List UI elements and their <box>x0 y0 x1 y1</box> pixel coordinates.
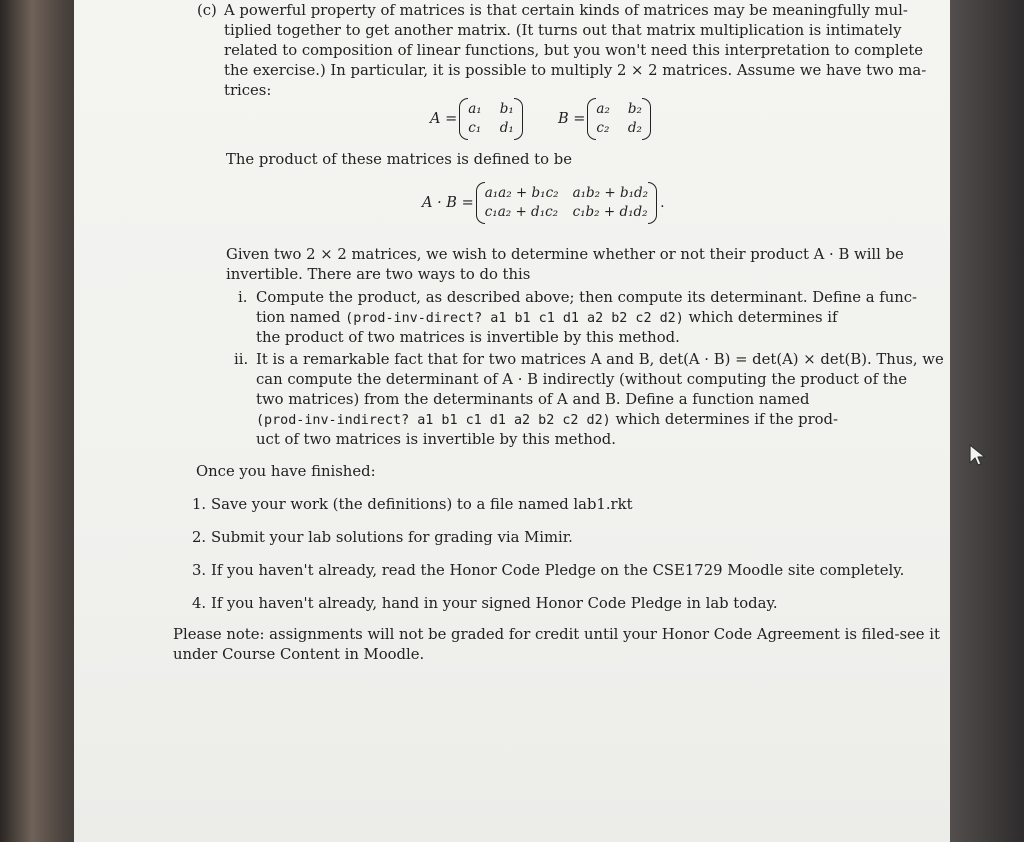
note-line: under Course Content in Moodle. <box>173 646 425 663</box>
method-i-line: Compute the product, as described above; then compute its determinant. Define a func- <box>256 289 918 306</box>
product-label: A · B = <box>422 195 474 211</box>
matrix-a <box>430 100 523 138</box>
step-text: Save your work (the definitions) to a file named lab1.rkt <box>211 496 633 513</box>
step-text: If you haven't already, read the Honor Code Pledge on the CSE1729 Moodle site completely. <box>211 562 905 579</box>
matrix-cell: c₂ <box>596 120 610 136</box>
matrix-cell: a₁ <box>468 101 482 117</box>
prod-inv-direct-signature: (prod-inv-direct? a1 b1 c1 d1 a2 b2 c2 d2) <box>345 311 684 326</box>
method-ii-line: uct of two matrices is invertible by this method. <box>256 431 616 448</box>
method-ii-line: It is a remarkable fact that for two matrices A and B, det(A · B) = det(A) × det(B). Thus, we <box>256 351 944 368</box>
method-i-line <box>256 308 838 329</box>
product-matrix <box>422 184 665 222</box>
method-i-text: tion named <box>256 309 341 326</box>
product-intro: The product of these matrices is defined to be <box>226 151 572 168</box>
matrix-b-grid <box>587 100 651 138</box>
finished-heading: Once you have finished: <box>196 463 376 480</box>
step-number: 1. <box>192 496 207 513</box>
method-ii-text: which determines if the prod- <box>615 411 839 428</box>
product-period: . <box>660 195 665 211</box>
paragraph-line: A powerful property of matrices is that certain kinds of matrices may be meaningfully mul- <box>224 2 908 19</box>
matrix-cell: b₁ <box>499 101 514 117</box>
matrix-b <box>558 100 651 138</box>
part-label: (c) <box>197 2 217 19</box>
matrix-cell: a₁a₂ + b₁c₂ <box>484 185 559 201</box>
matrix-cell: d₂ <box>627 120 642 136</box>
paragraph-line: tiplied together to get another matrix. (It turns out that matrix multiplication is intimately <box>224 22 902 39</box>
given-line: Given two 2 × 2 matrices, we wish to determine whether or not their product A · B will be <box>226 246 904 263</box>
paragraph-line: trices: <box>224 82 272 99</box>
step-number: 2. <box>192 529 207 546</box>
method-i-numeral: i. <box>238 289 248 306</box>
document-page <box>74 0 950 842</box>
matrix-cell: c₁ <box>468 120 482 136</box>
matrix-a-label: A = <box>430 111 458 127</box>
paragraph-line: related to composition of linear functions, but you won't need this interpretation to complete <box>224 42 924 59</box>
product-grid <box>476 184 657 222</box>
note-line: Please note: assignments will not be graded for credit until your Honor Code Agreement is filed-see it <box>173 626 940 643</box>
matrix-b-label: B = <box>558 111 586 127</box>
matrix-cell: a₁b₂ + b₁d₂ <box>572 185 649 201</box>
matrix-a-grid <box>459 100 523 138</box>
paragraph-line: the exercise.) In particular, it is possible to multiply 2 × 2 matrices. Assume we have two ma- <box>224 62 927 79</box>
monitor-bezel-left <box>0 0 80 842</box>
step-number: 4. <box>192 595 207 612</box>
method-ii-line: can compute the determinant of A · B indirectly (without computing the product of the <box>256 371 907 388</box>
matrix-cell: b₂ <box>627 101 642 117</box>
matrix-cell: c₁a₂ + d₁c₂ <box>484 204 559 220</box>
method-ii-line <box>256 410 838 431</box>
step-number: 3. <box>192 562 207 579</box>
step-text: Submit your lab solutions for grading via Mimir. <box>211 529 573 546</box>
method-i-line: the product of two matrices is invertible by this method. <box>256 329 680 346</box>
method-i-text: which determines if <box>688 309 838 326</box>
step-text: If you haven't already, hand in your signed Honor Code Pledge in lab today. <box>211 595 778 612</box>
given-line: invertible. There are two ways to do this <box>226 266 531 283</box>
prod-inv-indirect-signature: (prod-inv-indirect? a1 b1 c1 d1 a2 b2 c2 d2) <box>256 413 611 428</box>
matrix-cell: d₁ <box>499 120 514 136</box>
monitor-bezel-right <box>944 0 1024 842</box>
mouse-pointer-icon <box>968 444 988 468</box>
matrix-cell: c₁b₂ + d₁d₂ <box>572 204 648 220</box>
method-ii-numeral: ii. <box>234 351 249 368</box>
matrix-cell: a₂ <box>596 101 610 117</box>
method-ii-line: two matrices) from the determinants of A and B. Define a function named <box>256 391 810 408</box>
